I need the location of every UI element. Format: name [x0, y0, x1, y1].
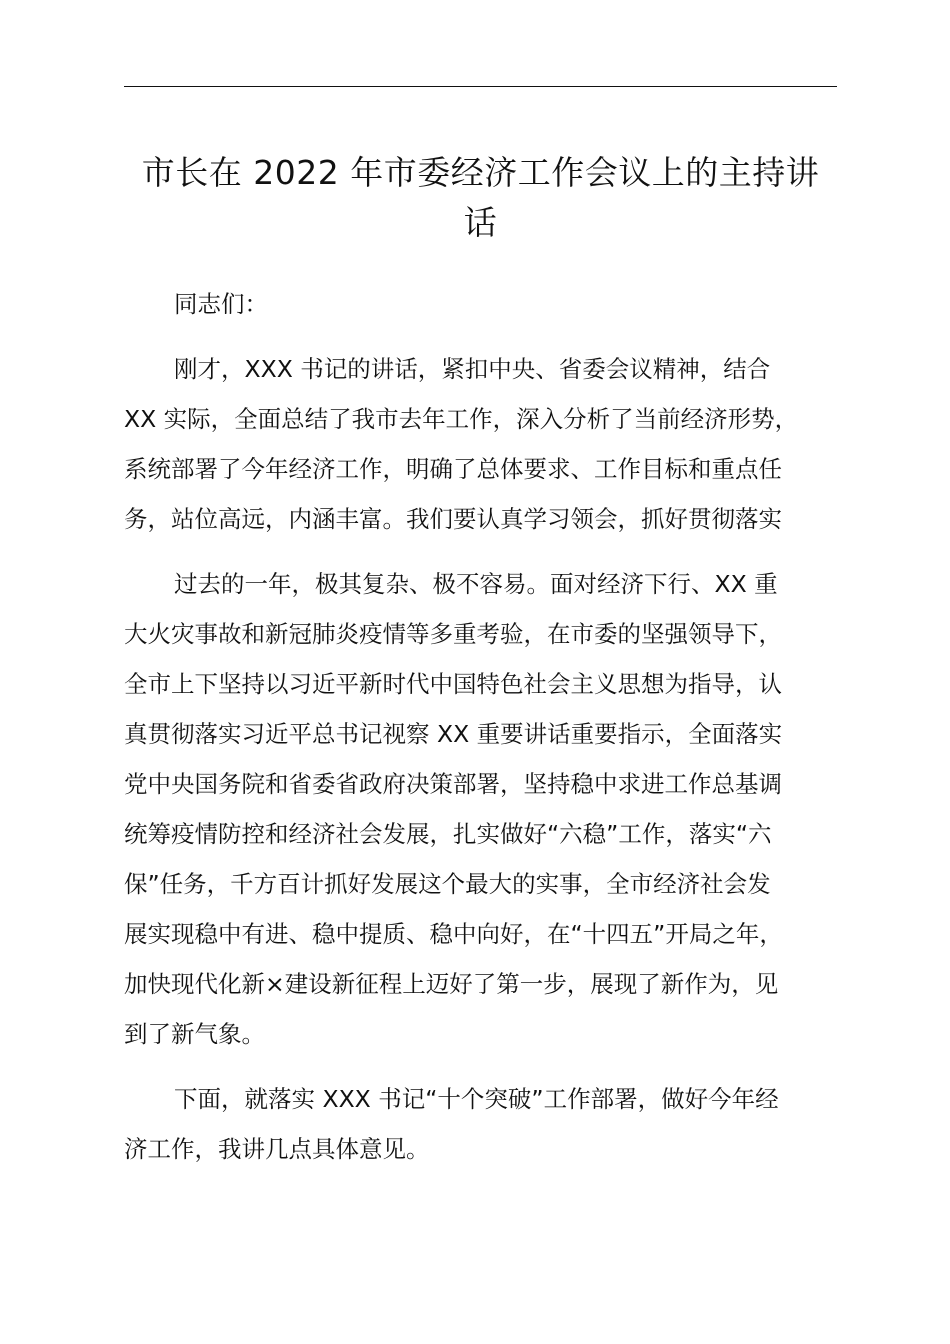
title-line: 话 [463, 203, 498, 242]
paragraph-line: 济工作，我讲几点具体意见。 [124, 1135, 430, 1163]
paragraph-line: 刚才，XXX 书记的讲话，紧扣中央、省委会议精神，结合 [174, 355, 771, 383]
document-title [110, 148, 851, 248]
paragraph-line: 大火灾事故和新冠肺炎疫情等多重考验，在市委的坚强领导下， [124, 620, 782, 648]
paragraph-line: 务，站位高远，内涵丰富。我们要认真学习领会，抓好贯彻落实 [124, 505, 782, 533]
paragraph-line: 过去的一年，极其复杂、极不容易。面对经济下行、XX 重 [174, 570, 778, 598]
paragraph-line: 统筹疫情防控和经济社会发展，扎实做好“六稳”工作，落实“六 [124, 820, 772, 848]
paragraph-line: 真贯彻落实习近平总书记视察 XX 重要讲话重要指示，全面落实 [124, 720, 783, 748]
paragraph-line: 保”任务，千方百计抓好发展这个最大的实事，全市经济社会发 [124, 870, 771, 898]
paragraph-line: XX 实际，全面总结了我市去年工作，深入分析了当前经济形势， [124, 405, 799, 433]
paragraph-line: 党中央国务院和省委省政府决策部署，坚持稳中求进工作总基调 [124, 770, 782, 798]
header-rule [124, 86, 837, 87]
paragraph-1 [124, 344, 864, 544]
paragraph-line: 到了新气象。 [124, 1020, 265, 1048]
title-line: 市长在 2022 年市委经济工作会议上的主持讲 [141, 153, 820, 192]
paragraph-line: 加快现代化新×建设新征程上迈好了第一步，展现了新作为，见 [124, 970, 779, 998]
paragraph-line: 系统部署了今年经济工作，明确了总体要求、工作目标和重点任 [124, 455, 782, 483]
paragraph-line: 下面，就落实 XXX 书记“十个突破”工作部署，做好今年经 [174, 1085, 779, 1113]
salutation: 同志们： [174, 290, 268, 318]
document-body [124, 279, 864, 1189]
paragraph-line: 展实现稳中有进、稳中提质、稳中向好，在“十四五”开局之年， [124, 920, 783, 948]
paragraph-3 [124, 1074, 864, 1174]
paragraph-line: 全市上下坚持以习近平新时代中国特色社会主义思想为指导，认 [124, 670, 782, 698]
paragraph-2 [124, 559, 864, 1059]
